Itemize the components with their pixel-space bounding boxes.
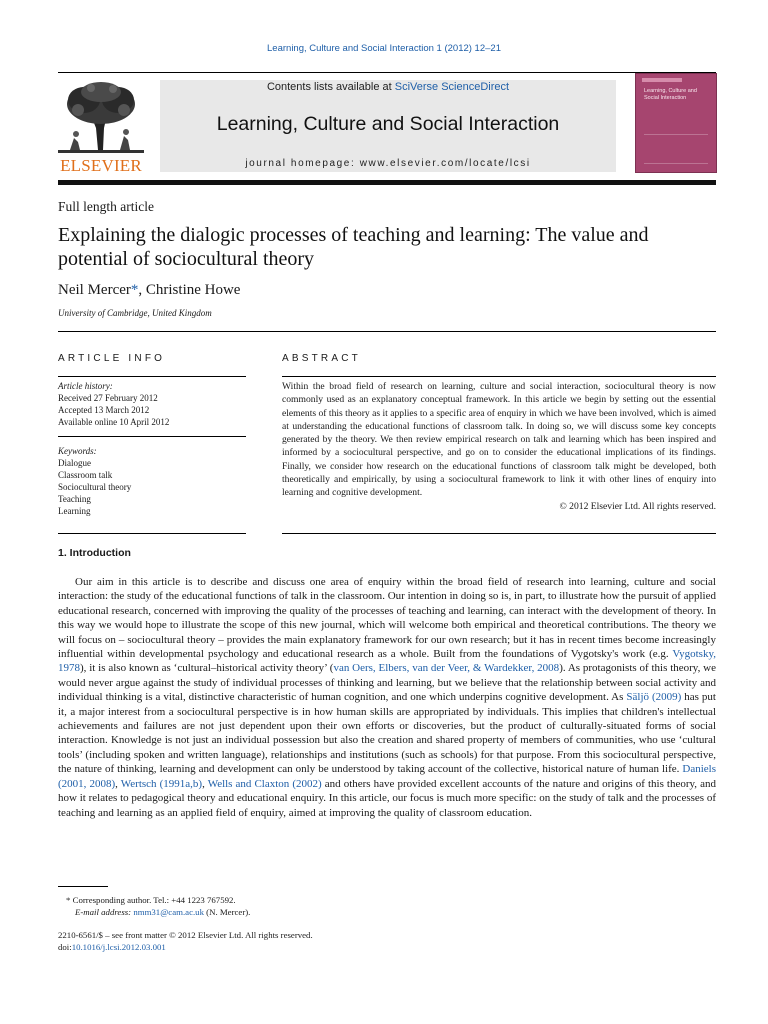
author-howe[interactable]: , Christine Howe <box>138 282 241 298</box>
elsevier-tree-icon <box>58 80 144 156</box>
online-date: Available online 10 April 2012 <box>58 417 170 427</box>
ref-van-oers[interactable]: van Oers, Elbers, van der Veer, & Wardekker, 2008 <box>333 662 560 675</box>
keyword: Learning <box>58 506 91 516</box>
corresponding-author-note: * Corresponding author. Tel.: +44 1223 767592. <box>66 895 236 905</box>
issn-line: 2210-6561/$ – see front matter © 2012 Elsevier Ltd. All rights reserved. <box>58 930 313 940</box>
journal-masthead <box>160 80 616 172</box>
journal-homepage[interactable]: journal homepage: www.elsevier.com/locate/lcsi <box>245 158 531 169</box>
publication-info <box>58 929 313 953</box>
abstract <box>282 380 716 513</box>
email-link[interactable]: nmm31@cam.ac.uk <box>133 907 204 917</box>
doi-link[interactable]: 10.1016/j.lcsi.2012.03.001 <box>71 942 166 952</box>
email-label: E-mail address: <box>75 907 134 917</box>
affiliation: University of Cambridge, United Kingdom <box>58 308 212 318</box>
intro-text-3: ). As protagonists of this theory, we would never argue against the study of individual processes of thinking and learning, but we believe that the relationship between social activity and individual thinking is a vital, distinctive characteristic of human cognition, and one which underpins cognitive development. As <box>58 662 716 704</box>
article-history <box>58 380 246 428</box>
elsevier-logo <box>58 80 144 174</box>
ref-daniels[interactable]: Daniels (2001, 2008) <box>58 763 716 790</box>
intro-text-2: ), it is also known as ‘cultural–historical activity theory’ ( <box>80 662 334 675</box>
ref-vygotsky[interactable]: Vygotsky, 1978 <box>58 648 716 675</box>
ref-saljo[interactable]: Säljö (2009) <box>626 691 682 704</box>
ref-wertsch[interactable]: Wertsch (1991a,b) <box>120 777 203 790</box>
author-mercer[interactable]: Neil Mercer <box>58 282 131 298</box>
intro-text-5: and others have provided excellent accounts of the nature and origins of this theory, and how it relates to pedagogical theory and educational enquiry. In this article, our focus is much more specific: on the study of talk and the processes of teaching and learning as an applied field of enquiry, aimed at improving the quality of classroom education. <box>58 777 716 819</box>
accepted-date: Accepted 13 March 2012 <box>58 405 150 415</box>
abstract-rule-bottom <box>282 533 716 534</box>
keywords <box>58 445 246 517</box>
journal-title: Learning, Culture and Social Interaction <box>216 113 560 135</box>
title-rule <box>58 331 716 332</box>
email-suffix: (N. Mercer). <box>203 907 251 917</box>
ref-wells-claxton[interactable]: Wells and Claxton (2002) <box>207 777 322 790</box>
abstract-rule-top <box>282 376 716 377</box>
cover-title: Learning, Culture and Social Interaction <box>644 88 697 101</box>
journal-citation[interactable]: Learning, Culture and Social Interaction 1 (2012) 12–21 <box>267 43 501 54</box>
ref-separator: , <box>202 777 208 790</box>
journal-cover-image <box>635 73 717 173</box>
info-rule-mid <box>58 436 246 437</box>
authors <box>58 282 240 299</box>
keyword: Dialogue <box>58 458 91 468</box>
contents-line <box>160 81 616 93</box>
keyword: Classroom talk <box>58 470 113 480</box>
received-date: Received 27 February 2012 <box>58 393 158 403</box>
article-info-heading: ARTICLE INFO <box>58 353 166 364</box>
elsevier-wordmark: ELSEVIER <box>60 156 142 175</box>
intro-text-1: Our aim in this article is to describe and discuss one area of enquiry within the broad field of research into learning, culture and social interaction: the study of the educational functions of talk in the classroom. Our intention in doing so is, in part, to illustrate how the pursuit of applied educational research, concerned with improving the quality of the processes of teaching and learning, can interact with the development of theory. In this way we would hope to illustrate the scope of this new journal, which will welcome both empirical and theoretical contributions. The theory we will focus on – sociocultural theory – provides the main explanatory framework for our own research; but it has in recent times become increasingly influential within developmental psychology and educational research as a whole. Built from the foundations of Vygotsky's work (e.g. <box>58 576 716 661</box>
email-note <box>58 906 250 918</box>
keyword: Sociocultural theory <box>58 482 132 492</box>
cover-band <box>642 78 682 82</box>
doi-label: doi: <box>58 942 72 952</box>
ref-separator: , <box>115 777 121 790</box>
introduction-heading: 1. Introduction <box>58 547 131 559</box>
article-title: Explaining the dialogic processes of teaching and learning: The value and potential of sociocultural theory <box>58 224 649 270</box>
abstract-heading: ABSTRACT <box>282 353 361 364</box>
doi-line <box>58 941 313 953</box>
intro-text-4: has put it, a major interest from a sociocultural perspective is in how human skills are appropriated by individuals. This implies that children's intellectual achievements and failures are not just dependent upon their own efforts or discoveries, but the product of culturally-situated forms of social interaction. Knowledge is not just an individual possession but also the creation and shared property of members of communities, who use ‘cultural tools’ (including spoken and written language), relationships and institutions (such as schools) for that purpose. From this sociocultural perspective, the nature of thinking, learning and development can only be understood by taking account of the collective, historical nature of human life. <box>58 691 716 776</box>
abstract-text: Within the broad field of research on learning, culture and social interaction, sociocultural theory is now commonly used as an explanatory conceptual framework. In this article we begin by setting out the essential elements of this theory as it applies to a specific area of enquiry in which we have been involved, which is aimed at understanding the educational functions of classroom talk. In doing so, we will discuss some key concepts generated by the theory. We then review empirical research on talk and learning which has been inspired and informed by a sociocultural perspective, and go on to consider the educational implications of its findings. Finally, we consider how research on the educational functions of classroom talk might be developed, both theoretically and empirically, by using a sociocultural framework to link it with other lines of enquiry into learning and cognitive development. <box>282 381 716 499</box>
history-label: Article history: <box>58 381 113 391</box>
introduction-paragraph <box>58 575 716 820</box>
info-rule-top <box>58 376 246 377</box>
keywords-label: Keywords: <box>58 446 97 456</box>
sciencedirect-link[interactable]: SciVerse ScienceDirect <box>394 81 510 93</box>
article-type: Full length article <box>58 199 154 214</box>
info-rule-bottom <box>58 533 246 534</box>
header-thick-rule <box>58 180 716 185</box>
cover-decoration <box>644 134 708 164</box>
header-rule <box>58 72 716 73</box>
keyword: Teaching <box>58 494 91 504</box>
abstract-copyright: © 2012 Elsevier Ltd. All rights reserved. <box>559 500 716 512</box>
contents-prefix: Contents lists available at <box>266 81 395 93</box>
footnote-rule <box>58 886 108 887</box>
corresponding-author-mark[interactable]: * <box>130 282 139 298</box>
